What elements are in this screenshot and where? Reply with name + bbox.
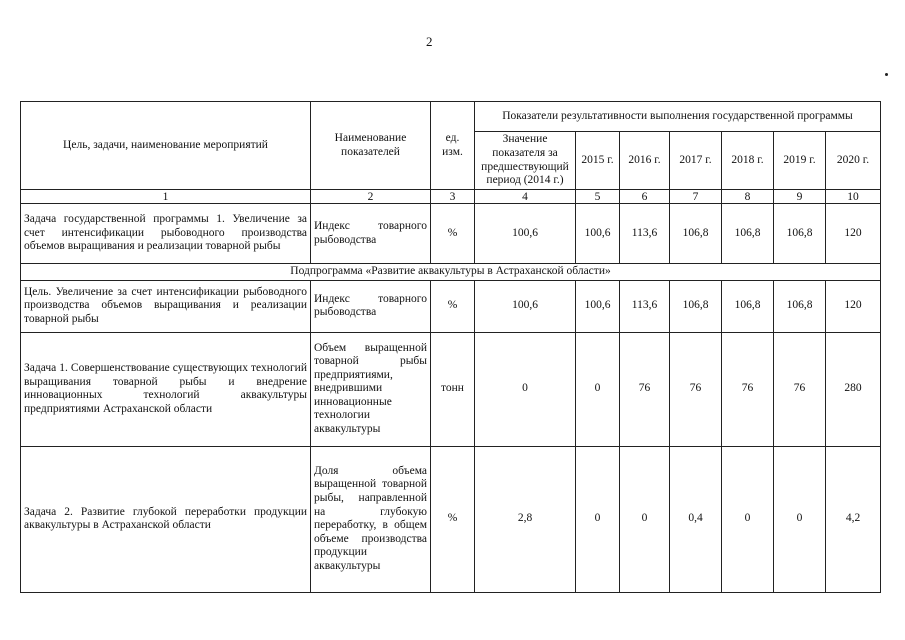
value-cell: 100,6 bbox=[576, 204, 620, 264]
header-group: Показатели результативности выполнения государственной программы bbox=[475, 102, 881, 132]
value-cell: 120 bbox=[826, 280, 881, 332]
value-cell: 76 bbox=[722, 332, 774, 446]
subprogram-row bbox=[21, 264, 881, 281]
value-cell: 0 bbox=[774, 446, 826, 592]
column-number: 9 bbox=[774, 190, 826, 204]
column-number: 10 bbox=[826, 190, 881, 204]
scan-speck bbox=[885, 73, 888, 76]
value-cell: 100,6 bbox=[576, 280, 620, 332]
table-row bbox=[21, 332, 881, 446]
column-number: 1 bbox=[21, 190, 311, 204]
goal-cell: Задача 2. Развитие глубокой переработки продукции аквакультуры в Астраханской области bbox=[21, 446, 311, 592]
value-cell: 0 bbox=[722, 446, 774, 592]
value-cell: 2,8 bbox=[475, 446, 576, 592]
unit-cell: % bbox=[431, 280, 475, 332]
table-row bbox=[21, 446, 881, 592]
indicator-cell: Индекс товарного рыбоводства bbox=[311, 204, 431, 264]
header-year-2019: 2019 г. bbox=[774, 132, 826, 190]
value-cell: 113,6 bbox=[620, 280, 670, 332]
header-year-2020: 2020 г. bbox=[826, 132, 881, 190]
value-cell: 76 bbox=[774, 332, 826, 446]
column-number: 2 bbox=[311, 190, 431, 204]
unit-cell: тонн bbox=[431, 332, 475, 446]
unit-cell: % bbox=[431, 204, 475, 264]
value-cell: 113,6 bbox=[620, 204, 670, 264]
header-year-2017: 2017 г. bbox=[670, 132, 722, 190]
header-goal: Цель, задачи, наименование мероприятий bbox=[21, 102, 311, 190]
header-prev-period: Значение показателя за предшествующий период (2014 г.) bbox=[475, 132, 576, 190]
column-number: 4 bbox=[475, 190, 576, 204]
header-unit: ед. изм. bbox=[431, 102, 475, 190]
value-cell: 0 bbox=[475, 332, 576, 446]
goal-cell: Задача 1. Совершенствование существующих технологий выращивания товарной рыбы и внедрение инновационных технологий аквакультуры предприятиями Астраханской области bbox=[21, 332, 311, 446]
value-cell: 0 bbox=[576, 332, 620, 446]
header-year-2016: 2016 г. bbox=[620, 132, 670, 190]
value-cell: 0,4 bbox=[670, 446, 722, 592]
column-number: 6 bbox=[620, 190, 670, 204]
column-number: 8 bbox=[722, 190, 774, 204]
value-cell: 120 bbox=[826, 204, 881, 264]
table-row bbox=[21, 280, 881, 332]
value-cell: 100,6 bbox=[475, 280, 576, 332]
indicators-table bbox=[20, 101, 881, 593]
value-cell: 106,8 bbox=[722, 204, 774, 264]
value-cell: 76 bbox=[620, 332, 670, 446]
header-indicator: Наименование показателей bbox=[311, 102, 431, 190]
value-cell: 0 bbox=[576, 446, 620, 592]
goal-cell: Цель. Увеличение за счет интенсификации рыбоводного производства объемов выращивания и реализации товарной рыбы bbox=[21, 280, 311, 332]
column-number: 3 bbox=[431, 190, 475, 204]
value-cell: 0 bbox=[620, 446, 670, 592]
indicator-cell: Индекс товарного рыбоводства bbox=[311, 280, 431, 332]
subprogram-title: Подпрограмма «Развитие аквакультуры в Астраханской области» bbox=[21, 264, 881, 281]
header-year-2018: 2018 г. bbox=[722, 132, 774, 190]
unit-cell: % bbox=[431, 446, 475, 592]
goal-cell: Задача государственной программы 1. Увеличение за счет интенсификации рыбоводного производства объемов выращивания и реализации товарной рыбы bbox=[21, 204, 311, 264]
page-number: 2 bbox=[426, 34, 433, 49]
value-cell: 4,2 bbox=[826, 446, 881, 592]
table-row bbox=[21, 204, 881, 264]
header-year-2015: 2015 г. bbox=[576, 132, 620, 190]
value-cell: 106,8 bbox=[774, 204, 826, 264]
column-number: 7 bbox=[670, 190, 722, 204]
value-cell: 100,6 bbox=[475, 204, 576, 264]
value-cell: 106,8 bbox=[670, 280, 722, 332]
value-cell: 76 bbox=[670, 332, 722, 446]
value-cell: 106,8 bbox=[670, 204, 722, 264]
column-numbers-row bbox=[21, 190, 881, 204]
value-cell: 106,8 bbox=[722, 280, 774, 332]
indicator-cell: Объем выращенной товарной рыбы предприятиями, внедрившими инновационные технологии аквакультуры bbox=[311, 332, 431, 446]
value-cell: 106,8 bbox=[774, 280, 826, 332]
column-number: 5 bbox=[576, 190, 620, 204]
indicator-cell: Доля объема выращенной товарной рыбы, направленной на глубокую переработку, в общем объеме производства продукции аквакультуры bbox=[311, 446, 431, 592]
value-cell: 280 bbox=[826, 332, 881, 446]
